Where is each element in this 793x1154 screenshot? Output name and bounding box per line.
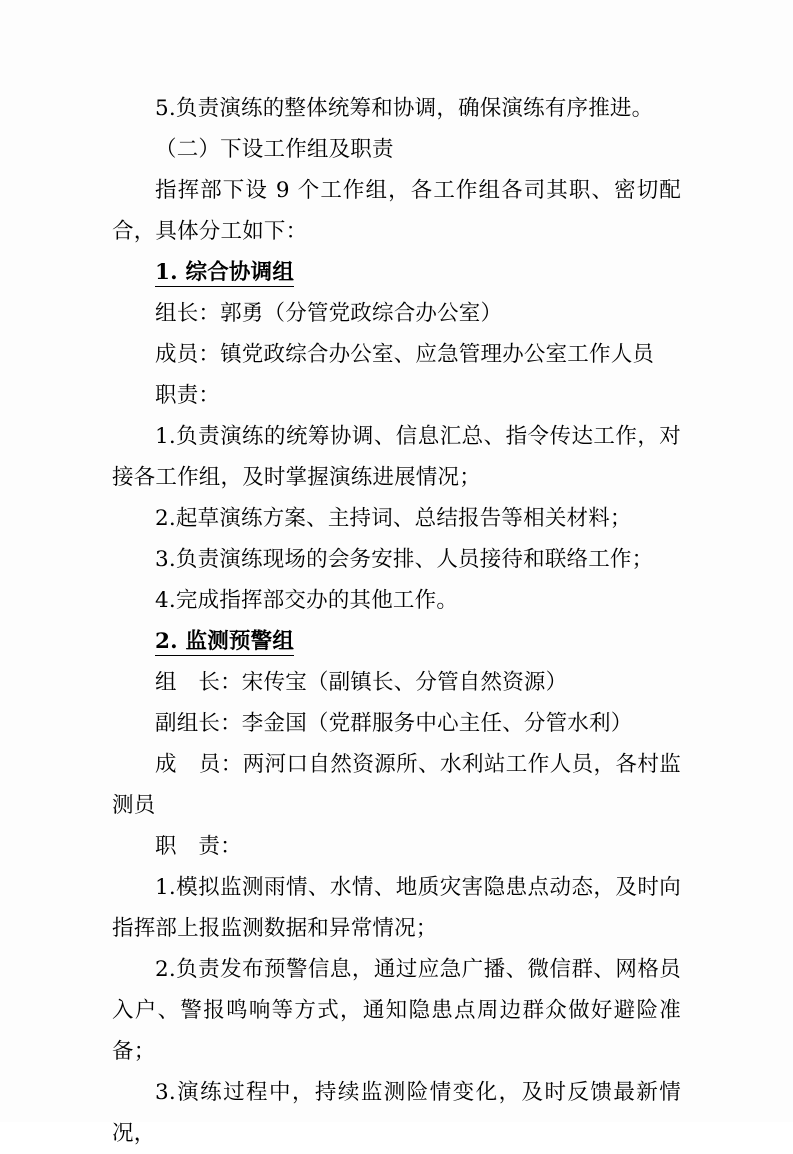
monitoring-members: 成 员：两河口自然资源所、水利站工作人员，各村监测员	[112, 752, 681, 818]
group-heading-monitoring	[112, 621, 681, 662]
coordination-members: 成员：镇党政综合办公室、应急管理办公室工作人员	[155, 342, 655, 367]
monitoring-duty-2: 2.负责发布预警信息，通过应急广播、微信群、网格员入户、警报鸣响等方式，通知隐患点周边群众做好避险准备；	[112, 957, 681, 1064]
group-heading-coordination	[112, 252, 681, 293]
coordination-duties-label: 职责：	[155, 383, 221, 408]
coordination-duty-3: 3.负责演练现场的会务安排、人员接待和联络工作；	[155, 547, 654, 572]
paragraph-nine-workgroups: 指挥部下设 9 个工作组，各工作组各司其职、密切配合，具体分工如下：	[112, 178, 681, 244]
section-heading-two: （二）下设工作组及职责	[155, 137, 394, 162]
monitoring-duty-1: 1.模拟监测雨情、水情、地质灾害隐患点动态，及时向指挥部上报监测数据和异常情况；	[112, 875, 681, 941]
group-heading-monitoring-text: 2. 监测预警组	[155, 629, 295, 654]
coordination-duty-1: 1.负责演练的统筹协调、信息汇总、指令传达工作，对接各工作组，及时掌握演练进展情况；	[112, 424, 681, 490]
document-body	[112, 88, 681, 1154]
paragraph-responsibility-5: 5.负责演练的整体统筹和协调，确保演练有序推进。	[155, 96, 654, 121]
coordination-duty-4: 4.完成指挥部交办的其他工作。	[155, 588, 459, 613]
monitoring-duties-label: 职 责：	[155, 834, 242, 859]
monitoring-deputy-leader: 副组长：李金国（党群服务中心主任、分管水利）	[155, 711, 633, 736]
group-heading-coordination-text: 1. 综合协调组	[155, 260, 295, 285]
monitoring-duty-3: 3.演练过程中，持续监测险情变化，及时反馈最新情况，	[112, 1080, 681, 1146]
coordination-duty-2: 2.起草演练方案、主持词、总结报告等相关材料；	[155, 506, 632, 531]
coordination-leader: 组长：郭勇（分管党政综合办公室）	[155, 301, 503, 326]
monitoring-leader: 组 长：宋传宝（副镇长、分管自然资源）	[155, 670, 568, 695]
